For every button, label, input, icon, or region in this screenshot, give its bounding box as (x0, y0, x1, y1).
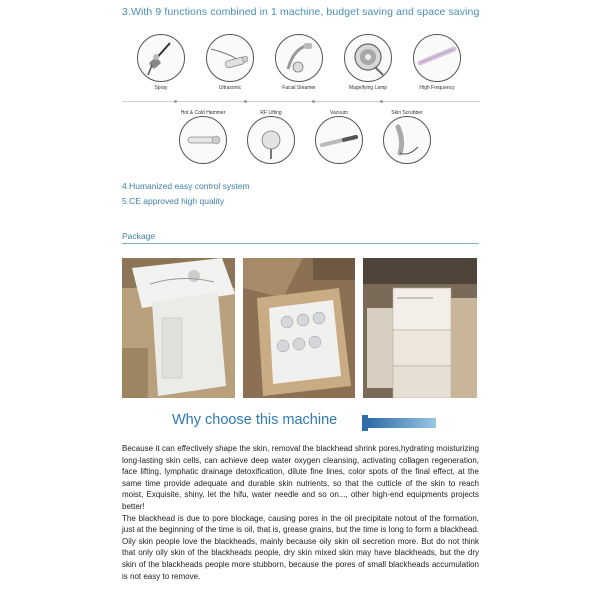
function-rf-lifting (236, 110, 306, 164)
function-label: RF Lifting (260, 110, 282, 116)
package-photo-stacked-cartons-icon (363, 258, 477, 398)
functions-heading: 3.With 9 functions combined in 1 machine, budget saving and space saving (122, 6, 480, 18)
function-spray (126, 34, 196, 91)
function-label: Vacuum (330, 110, 348, 116)
description-paragraph-1: Because it can effectively shape the skin, removal the blackhead shrink pores,hydrating moisturizing long-lasting skin cells, can achieve deep water oxygen cleansing, activating collagen regeneration, face lifting, lymphatic drainage detoxification, dilute fine lines, color spots of the final effect, at the same time provide adequate and durable skin nutrients, so that the cutticle of the skin to reach moist, Exquisite, shiny, let the hifu, water needle and so on..., other high-end equipments projects better! (122, 444, 479, 511)
ultrasonic-probe-icon (206, 34, 254, 82)
package-photo-parts-box-icon (243, 258, 355, 398)
function-label: Spray (154, 85, 168, 91)
package-underline (122, 243, 479, 244)
function-vacuum (304, 110, 374, 164)
feature-4: 4.Humanized easy control system (122, 181, 250, 191)
function-ultrasonic (195, 34, 265, 91)
description-paragraph-2: The blackhead is due to pore blockage, causing pores in the oil precipitate notout of the formation, just at the beginning of the time is oil, that is, grease grains, but the time is long to form a blackhead. Oily skin people love the blackheads, mainly because oily skin oil secretion more. But do not think that only oily skin of the blackheads people, dry skin mixed skin may have blackheads, but the dry skin of the blackheads people more stubborn, because the pores of small blackheads accumulation is not easy to remove. (122, 513, 479, 581)
why-choose-title: Why choose this machine (172, 412, 338, 428)
function-label: Ultrasonic (218, 85, 242, 91)
vacuum-pen-icon (315, 116, 363, 164)
function-label: Facial Steamer (282, 85, 316, 91)
functions-divider (122, 101, 480, 102)
function-label: Hot & Cold Hammer (180, 110, 226, 116)
spray-gun-icon (137, 34, 185, 82)
function-label: Magnifying Lamp (348, 85, 388, 91)
function-label: Skin Scrubber (391, 110, 423, 116)
facial-steamer-icon (275, 34, 323, 82)
package-heading: Package (122, 231, 156, 241)
magnifying-lamp-icon (344, 34, 392, 82)
hot-cold-hammer-icon (179, 116, 227, 164)
function-skin-scrubber (372, 110, 442, 164)
function-hot-cold-hammer (168, 110, 238, 164)
feature-5: 5.CE approved high quality (122, 196, 225, 206)
why-choose-banner (172, 412, 436, 432)
function-label: High Frequency (419, 85, 455, 91)
high-frequency-wand-icon (413, 34, 461, 82)
skin-scrubber-icon (383, 116, 431, 164)
rf-lifting-probe-icon (247, 116, 295, 164)
function-magnifying-lamp (333, 34, 403, 91)
description-text (122, 443, 479, 582)
function-facial-steamer (264, 34, 334, 91)
package-photo-open-box-icon (122, 258, 235, 398)
function-high-frequency (402, 34, 472, 91)
banner-gradient-bar (368, 418, 436, 428)
